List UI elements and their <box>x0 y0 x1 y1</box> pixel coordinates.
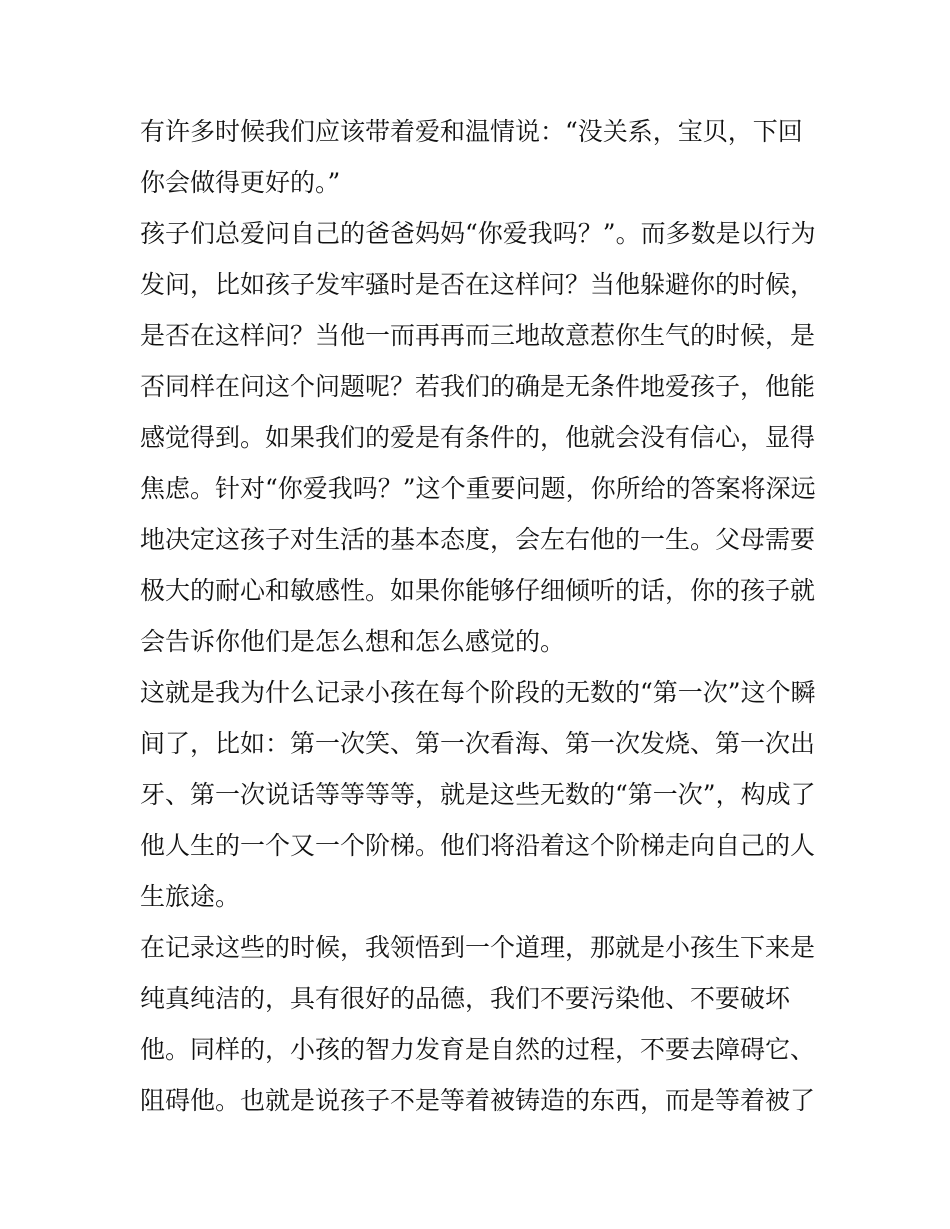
text-line: 你会做得更好的。” <box>140 168 341 197</box>
text-line: 是否在这样问？当他一而再再而三地故意惹你生气的时候，是 <box>140 321 816 350</box>
text-line: 有许多时候我们应该带着爱和温情说：“没关系，宝贝，下回 <box>140 117 803 146</box>
text-line: 否同样在问这个问题呢？若我们的确是无条件地爱孩子，他能 <box>140 372 816 401</box>
text-line: 生旅途。 <box>140 882 241 911</box>
text-line: 极大的耐心和敏感性。如果你能够仔细倾听的话，你的孩子就 <box>140 576 816 605</box>
text-line: 在记录这些的时候，我领悟到一个道理，那就是小孩生下来是 <box>140 933 816 962</box>
body-text <box>140 106 820 1126</box>
text-line: 感觉得到。如果我们的爱是有条件的，他就会没有信心，显得 <box>140 423 816 452</box>
text-line: 发问，比如孩子发牢骚时是否在这样问？当他躲避你的时候， <box>140 270 816 299</box>
text-line: 焦虑。针对“你爱我吗？”这个重要问题，你所给的答案将深远 <box>140 474 816 503</box>
text-line: 孩子们总爱问自己的爸爸妈妈“你爱我吗？”。而多数是以行为 <box>140 219 816 248</box>
text-line: 阻碍他。也就是说孩子不是等着被铸造的东西，而是等着被了 <box>140 1086 816 1115</box>
text-line: 他。同样的，小孩的智力发育是自然的过程，不要去障碍它、 <box>140 1035 816 1064</box>
text-line: 牙、第一次说话等等等等，就是这些无数的“第一次”，构成了 <box>140 780 816 809</box>
text-line: 这就是我为什么记录小孩在每个阶段的无数的“第一次”这个瞬 <box>140 678 816 707</box>
text-line: 纯真纯洁的，具有很好的品德，我们不要污染他、不要破坏 <box>140 984 791 1013</box>
text-line: 会告诉你他们是怎么想和怎么感觉的。 <box>140 627 566 656</box>
text-line: 他人生的一个又一个阶梯。他们将沿着这个阶梯走向自己的人 <box>140 831 816 860</box>
text-line: 间了，比如：第一次笑、第一次看海、第一次发烧、第一次出 <box>140 729 816 758</box>
text-line: 地决定这孩子对生活的基本态度，会左右他的一生。父母需要 <box>140 525 816 554</box>
